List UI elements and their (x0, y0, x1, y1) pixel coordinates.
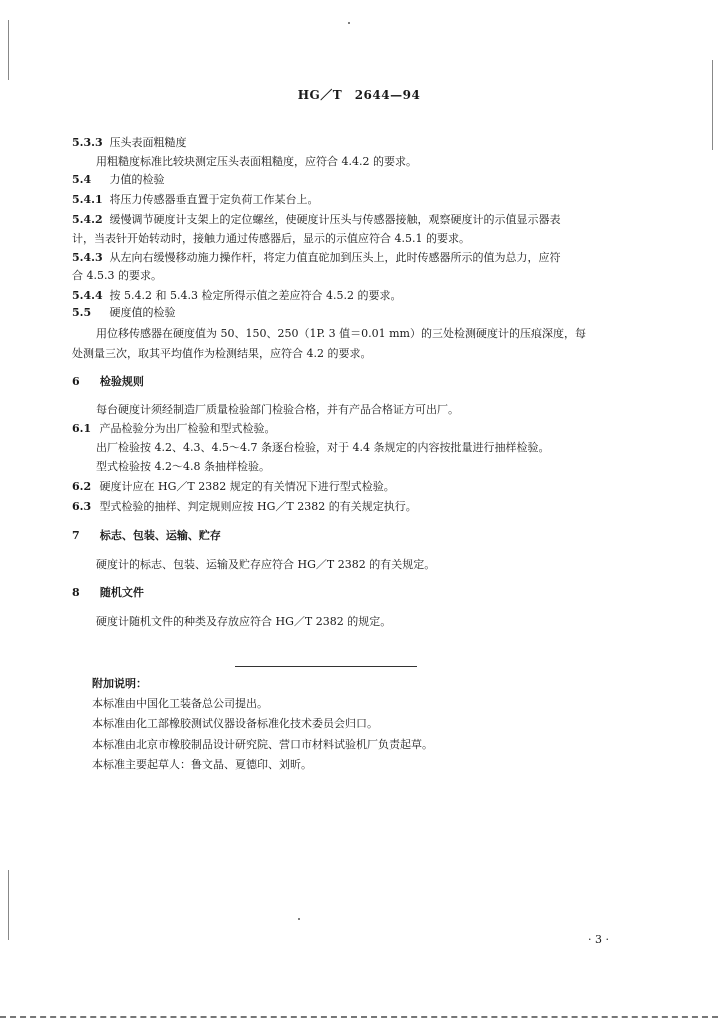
section-7 (72, 529, 221, 543)
section-number: 6 (72, 375, 80, 388)
section-5-4-1 (72, 193, 319, 207)
section-number: 5.4.3 (72, 251, 103, 264)
section-text: 从左向右缓慢移动施力操作杆，将定力值直砣加到压头上，此时传感器所示的值为总力，应符 (109, 251, 561, 264)
section-heading: 检验规则 (99, 375, 144, 388)
paragraph-continuation: 计，当表针开始转动时，接触力通过传感器后，显示的示值应符合 4.5.1 的要求。 (72, 232, 470, 245)
section-text: 硬度计应在 HG／T 2382 规定的有关情况下进行型式检验。 (99, 480, 395, 493)
section-number: 6.3 (72, 500, 92, 513)
paragraph: 用粗糙度标准比较块测定压头表面粗糙度，应符合 4.4.2 的要求。 (96, 155, 417, 168)
paragraph: 用位移传感器在硬度值为 50、150、250（1P. 3 值＝0.01 mm）的三处检测硬度计的压痕深度，每 (96, 327, 586, 340)
section-heading: 硬度值的检验 (109, 306, 176, 319)
section-text: 产品检验分为出厂检验和型式检验。 (99, 422, 276, 435)
page-number: · 3 · (588, 933, 609, 946)
section-6-1 (72, 422, 276, 436)
section-text: 将压力传感器垂直置于定负荷工作某台上。 (109, 193, 319, 206)
paragraph: 硬度计的标志、包装、运输及贮存应符合 HG／T 2382 的有关规定。 (96, 558, 436, 571)
section-number: 5.4.4 (72, 289, 103, 302)
section-number: 5.4 (72, 173, 92, 186)
section-number: 5.4.1 (72, 193, 103, 206)
paragraph-continuation: 合 4.5.3 的要求。 (72, 269, 162, 282)
section-8 (72, 586, 144, 600)
section-heading: 压头表面粗糙度 (109, 136, 187, 149)
scan-margin-mark (8, 20, 9, 80)
section-heading: 力值的检验 (109, 173, 165, 186)
section-number: 8 (72, 586, 80, 599)
section-text: 按 5.4.2 和 5.4.3 检定所得示值之差应符合 4.5.2 的要求。 (109, 289, 402, 302)
section-5-3-3 (72, 136, 187, 150)
paragraph: 每台硬度计须经制造厂质量检验部门检验合格，并有产品合格证方可出厂。 (96, 403, 459, 416)
section-5-4-2 (72, 213, 561, 227)
notes-title: 附加说明： (92, 677, 147, 690)
scan-margin-mark (8, 870, 9, 940)
section-6-2 (72, 480, 395, 494)
section-number: 5.3.3 (72, 136, 103, 149)
paragraph: 型式检验按 4.2～4.8 条抽样检验。 (96, 460, 270, 473)
page-header: HG／T 2644—94 (297, 88, 421, 102)
section-5-5 (72, 306, 176, 320)
section-text: 型式检验的抽样、判定规则应按 HG／T 2382 的有关规定执行。 (99, 500, 417, 513)
section-number: 6.2 (72, 480, 92, 493)
section-number: 5.4.2 (72, 213, 103, 226)
section-5-4 (72, 173, 165, 187)
scan-margin-mark (712, 60, 713, 150)
note-line: 本标准主要起草人：鲁文晶、夏德印、刘昕。 (92, 758, 312, 771)
note-line: 本标准由北京市橡胶制品设计研究院、营口市材料试验机厂负责起草。 (92, 738, 433, 751)
section-number: 7 (72, 529, 80, 542)
paragraph: 硬度计随机文件的种类及存放应符合 HG／T 2382 的规定。 (96, 615, 392, 628)
scan-bottom-edge (0, 1016, 718, 1020)
section-5-4-3 (72, 251, 561, 265)
section-6-3 (72, 500, 417, 514)
section-number: 6.1 (72, 422, 92, 435)
note-line: 本标准由中国化工装备总公司提出。 (92, 697, 268, 710)
scan-speck (348, 22, 350, 24)
note-line: 本标准由化工部橡胶测试仪器设备标准化技术委员会归口。 (92, 717, 378, 730)
section-number: 5.5 (72, 306, 92, 319)
section-heading: 随机文件 (99, 586, 144, 599)
section-6 (72, 375, 144, 389)
scan-speck (298, 918, 300, 920)
paragraph: 出厂检验按 4.2、4.3、4.5～4.7 条逐台检验，对于 4.4 条规定的内容按批量进行抽样检验。 (96, 441, 550, 454)
section-5-4-4 (72, 289, 401, 303)
section-text: 缓慢调节硬度计支架上的定位螺丝，使硬度计压头与传感器接触，观察硬度计的示值显示器表 (109, 213, 561, 226)
section-heading: 标志、包装、运输、贮存 (99, 529, 221, 542)
separator-rule (235, 666, 417, 667)
paragraph-continuation: 处测量三次，取其平均值作为检测结果，应符合 4.2 的要求。 (72, 347, 372, 360)
